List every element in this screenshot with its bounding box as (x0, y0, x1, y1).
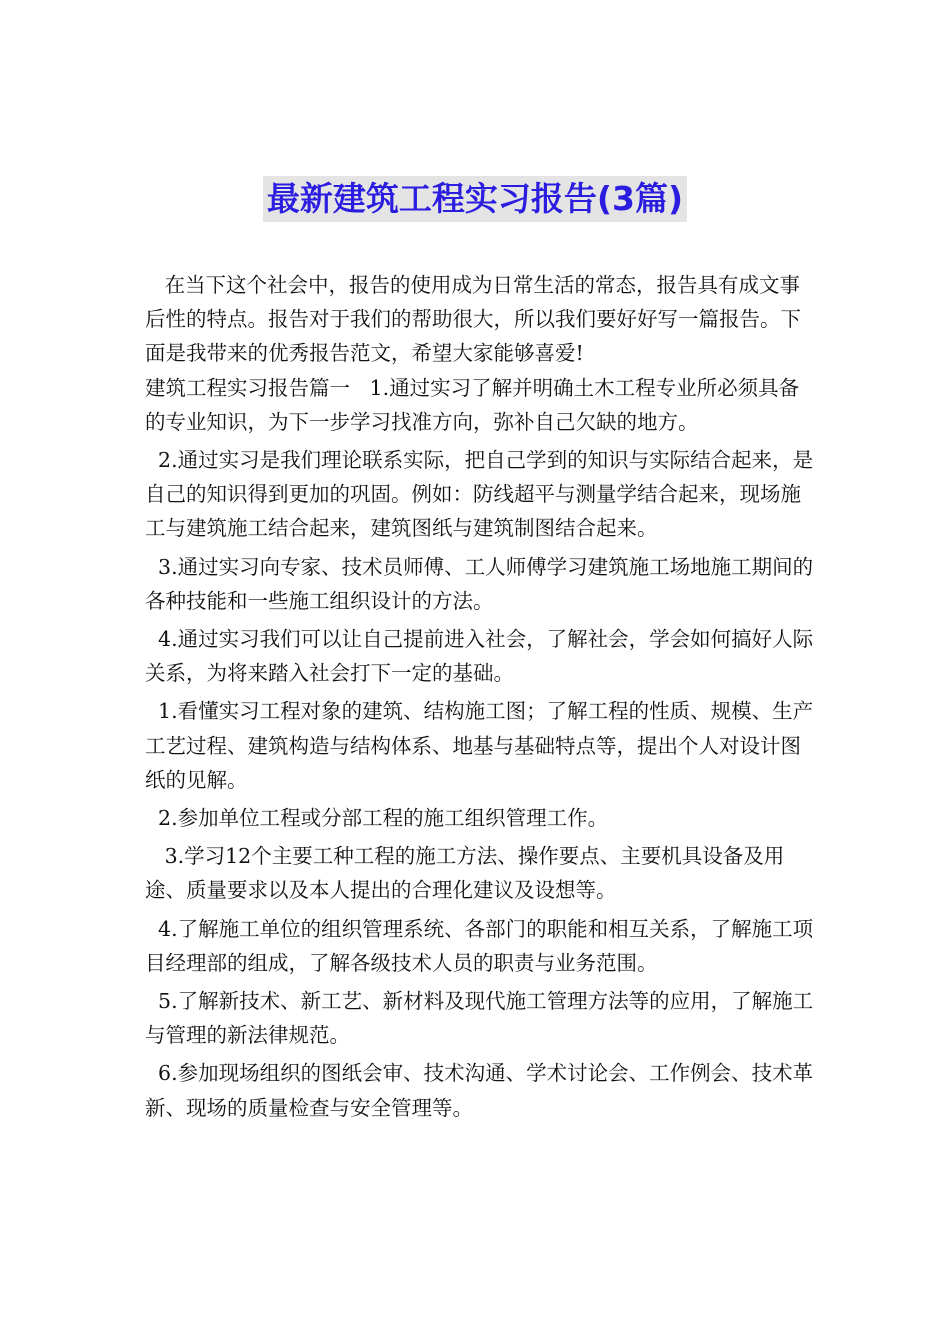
paragraph-task-6: 6.参加现场组织的图纸会审、技术沟通、学术讨论会、工作例会、技术革新、现场的质量检查与安全管理等。 (145, 1061, 814, 1120)
paragraph-section-1-item-4: 4.通过实习我们可以让自己提前进入社会，了解社会，学会如何搞好人际关系，为将来踏入社会打下一定的基础。 (145, 627, 814, 686)
paragraph-section-1-item-1: 建筑工程实习报告篇一 1.通过实习了解并明确土木工程专业所必须具备的专业知识，为下一步学习找准方向，弥补自己欠缺的地方。 (145, 375, 800, 434)
paragraph-task-3: 3.学习12个主要工种工程的施工方法、操作要点、主要机具设备及用途、质量要求以及本人提出的合理化建议及设想等。 (145, 844, 785, 903)
paragraph-task-5: 5.了解新技术、新工艺、新材料及现代施工管理方法等的应用，了解施工与管理的新法律规范。 (145, 989, 814, 1048)
paragraph-section-1-item-3: 3.通过实习向专家、技术员师傅、工人师傅学习建筑施工场地施工期间的各种技能和一些施工组织设计的方法。 (145, 554, 814, 613)
paragraph-task-2: 2.参加单位工程或分部工程的施工组织管理工作。 (145, 806, 609, 831)
document-body (145, 268, 815, 1125)
paragraph-task-4: 4.了解施工单位的组织管理系统、各部门的职能和相互关系，了解施工项目经理部的组成，了解各级技术人员的职责与业务范围。 (145, 916, 814, 975)
paragraph-section-1-item-2: 2.通过实习是我们理论联系实际，把自己学到的知识与实际结合起来，是自己的知识得到更加的巩固。例如：防线超平与测量学结合起来，现场施工与建筑施工结合起来，建筑图纸与建筑制图结合起来。 (145, 448, 814, 541)
paragraph-intro: 在当下这个社会中，报告的使用成为日常生活的常态，报告具有成文事后性的特点。报告对于我们的帮助很大，所以我们要好好写一篇报告。下面是我带来的优秀报告范文，希望大家能够喜爱! (145, 273, 801, 366)
document-title: 最新建筑工程实习报告(3篇) (263, 176, 687, 222)
paragraph-task-1: 1.看懂实习工程对象的建筑、结构施工图；了解工程的性质、规模、生产工艺过程、建筑构造与结构体系、地基与基础特点等，提出个人对设计图纸的见解。 (145, 699, 814, 792)
title-container (0, 176, 950, 222)
